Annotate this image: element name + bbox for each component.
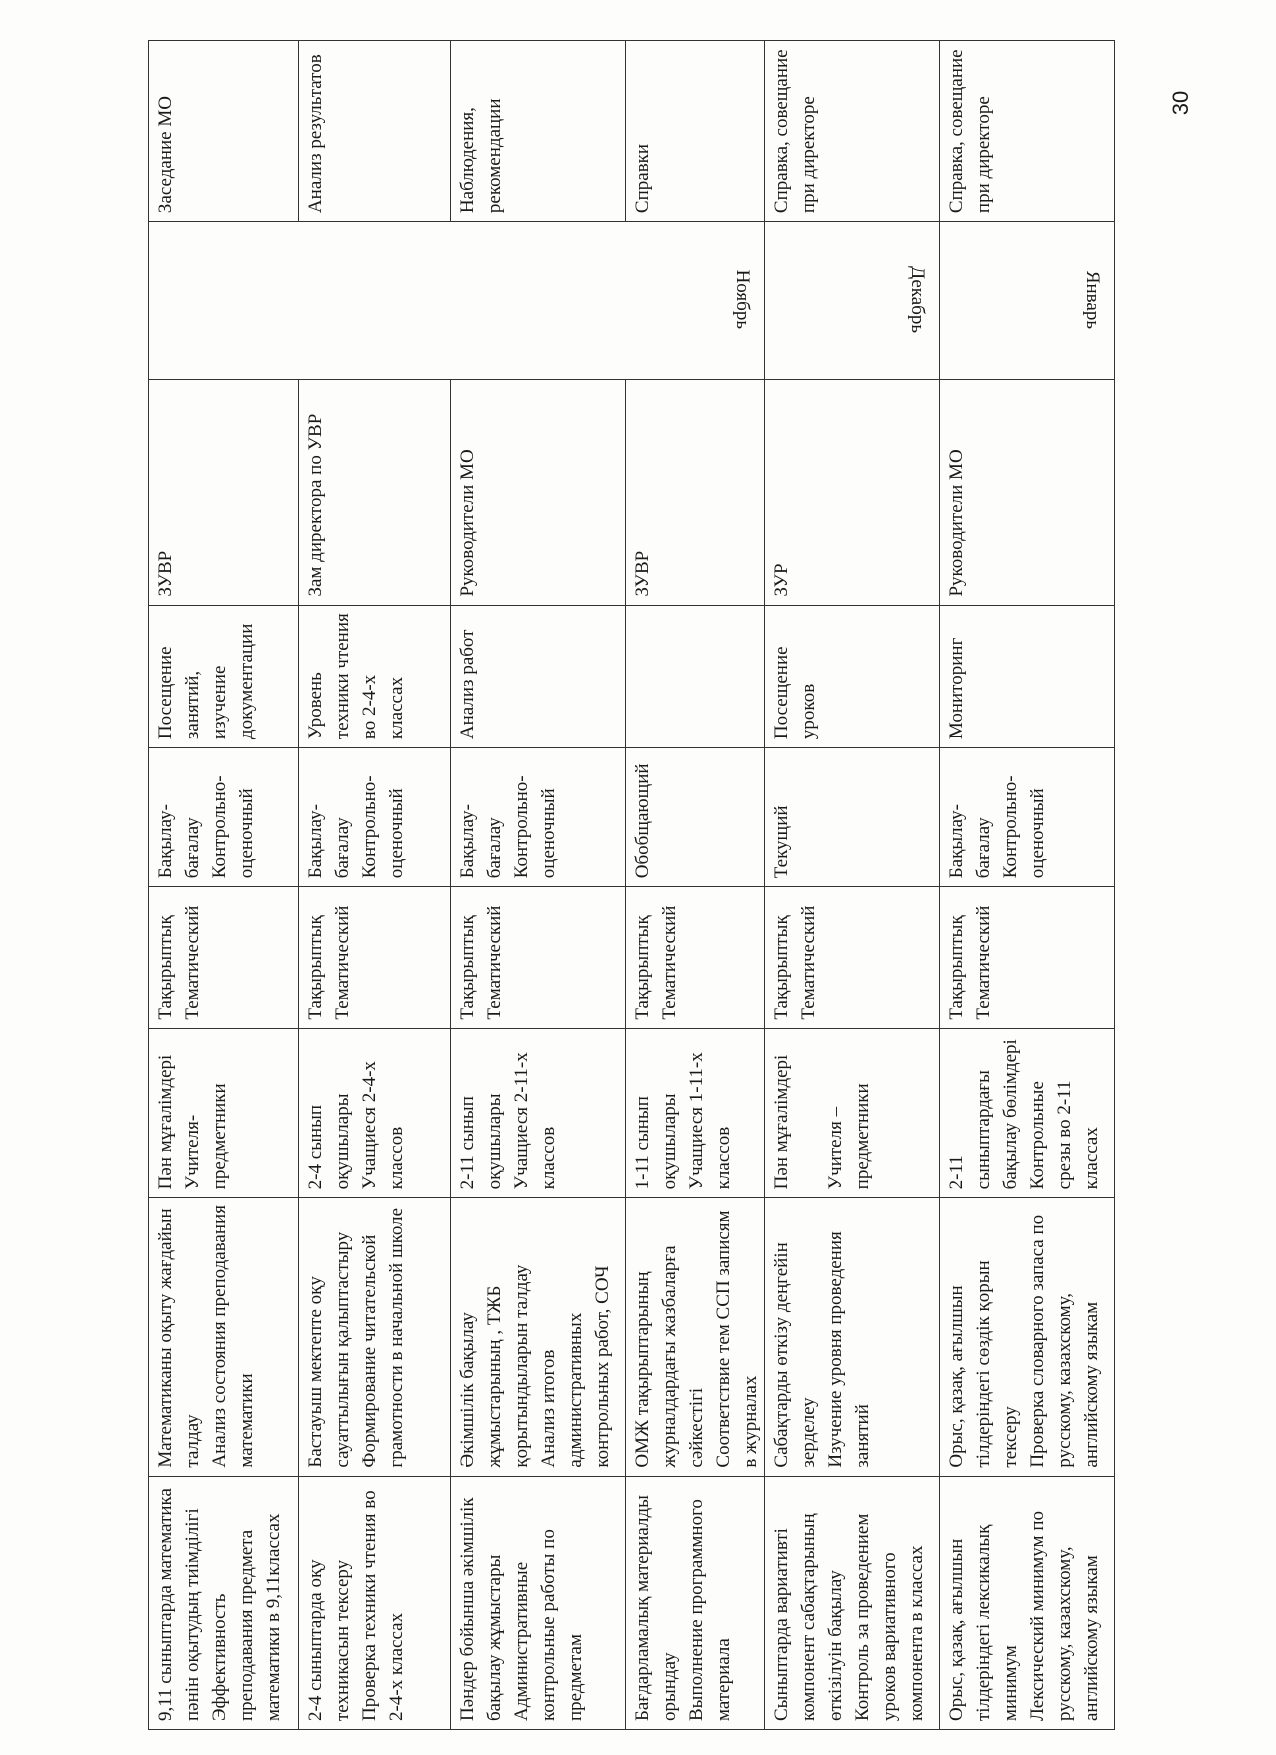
goal-cell: Сабақтарды өткізу деңгейін зерделеу Изучение уровня проведения занятий <box>765 1198 940 1476</box>
result-cell: Справка, совещание при директоре <box>940 41 1115 222</box>
form-cell: Бақылау-бағалау Контрольно-оценочный <box>149 748 299 887</box>
goal-cell: Орыс, қазақ, ағылшын тілдеріндегі сөздік қорын тексеру Проверка словарного запаса по русскому, казахскому, английскому языкам <box>940 1198 1115 1476</box>
form-cell: Бақылау-бағалау Контрольно-оценочный <box>451 748 626 887</box>
kind-cell: Тақырыптық Тематический <box>940 887 1115 1028</box>
object-cell: 2-11 сыныптардағы бақылау бөлімдері Контрольные срезы во 2-11 классах <box>940 1028 1115 1198</box>
kind-cell: Тақырыптық Тематический <box>765 887 940 1028</box>
method-cell: Уровень техники чтения во 2-4-х классах <box>299 605 451 748</box>
responsible-cell: Руководители МО <box>940 380 1115 605</box>
kind-cell: Тақырыптық Тематический <box>299 887 451 1028</box>
result-cell: Справки <box>626 41 765 222</box>
goal-cell: Әкімшілік бақылау жұмыстарының , ТЖБ қорытындыларын талдау Анализ итогов административных контрольных работ, СОЧ <box>451 1198 626 1476</box>
method-cell <box>626 605 765 748</box>
table-row <box>765 41 940 1730</box>
table-row <box>940 41 1115 1730</box>
object-cell: 2-11 сынып оқушылары Учащиеся 2-11-х классов <box>451 1028 626 1198</box>
kind-cell: Тақырыптық Тематический <box>626 887 765 1028</box>
object-cell: Пән мұғалімдері Учителя –предметники <box>765 1028 940 1198</box>
topic-cell: Пәндер бойынша әкімшілік бақылау жұмыстары Административные контрольные работы по предметам <box>451 1476 626 1729</box>
topic-cell: Орыс, қазақ, ағылшын тілдеріндегі лексикалық минимум Лексический минимум по русскому, казахскому, английскому языкам <box>940 1476 1115 1729</box>
month-cell: Январь <box>940 222 1115 380</box>
goal-cell: ОМЖ тақырыптарының журналдардағы жазбаларға сәйкестігі Соответствие тем ССП записям в журналах <box>626 1198 765 1476</box>
goal-cell: Математиканы оқыту жағдайын талдау Анализ состояния преподавания математики <box>149 1198 299 1476</box>
form-cell: Обобщающий <box>626 748 765 887</box>
responsible-cell: ЗУВР <box>626 380 765 605</box>
responsible-cell: ЗУВР <box>149 380 299 605</box>
topic-cell: 9,11 сыныптарда математика пәнін оқытудың тиімділігі Эффективность преподавания предмета математики в 9,11классах <box>149 1476 299 1729</box>
month-cell: Ноябрь <box>149 222 765 380</box>
topic-cell: 2-4 сыныптарда оқу техникасын тексеру Проверка техники чтения во 2-4-х классах <box>299 1476 451 1729</box>
responsible-cell: Руководители МО <box>451 380 626 605</box>
table-row <box>149 41 299 1730</box>
form-cell: Бақылау-бағалау Контрольно-оценочный <box>940 748 1115 887</box>
result-cell: Справка, совещание при директоре <box>765 41 940 222</box>
method-cell: Посещение уроков <box>765 605 940 748</box>
result-cell: Заседание МО <box>149 41 299 222</box>
control-plan-table <box>148 40 1115 1730</box>
result-cell: Наблюдения, рекомендации <box>451 41 626 222</box>
responsible-cell: ЗУР <box>765 380 940 605</box>
kind-cell: Тақырыптық Тематический <box>451 887 626 1028</box>
topic-cell: Бағдарламалық материалды орындау Выполнение программного материала <box>626 1476 765 1729</box>
object-cell: 1-11 сынып оқушылары Учащиеся 1-11-х классов <box>626 1028 765 1198</box>
object-cell: Пән мұғалімдері Учителя-предметники <box>149 1028 299 1198</box>
form-cell: Текущий <box>765 748 940 887</box>
topic-cell: Сыныптарда вариативті компонент сабақтарының өткізілуін бақылау Контроль за проведением уроков вариативного компонента в классах <box>765 1476 940 1729</box>
method-cell: Мониторинг <box>940 605 1115 748</box>
control-plan-table-rotated <box>148 40 1103 1730</box>
kind-cell: Тақырыптық Тематический <box>149 887 299 1028</box>
method-cell: Посещение занятий, изучение документации <box>149 605 299 748</box>
table-body <box>149 41 1115 1730</box>
method-cell: Анализ работ <box>451 605 626 748</box>
result-cell: Анализ результатов <box>299 41 451 222</box>
object-cell: 2-4 сынып оқушылары Учащиеся 2-4-х классов <box>299 1028 451 1198</box>
form-cell: Бақылау-бағалау Контрольно-оценочный <box>299 748 451 887</box>
goal-cell: Бастауыш мектепте оқу сауаттылығын қалыптастыру Формирование читательской грамотности в начальной школе <box>299 1198 451 1476</box>
page-number: 30 <box>1168 90 1193 116</box>
month-cell: Декабрь <box>765 222 940 380</box>
responsible-cell: Зам директора по УВР <box>299 380 451 605</box>
